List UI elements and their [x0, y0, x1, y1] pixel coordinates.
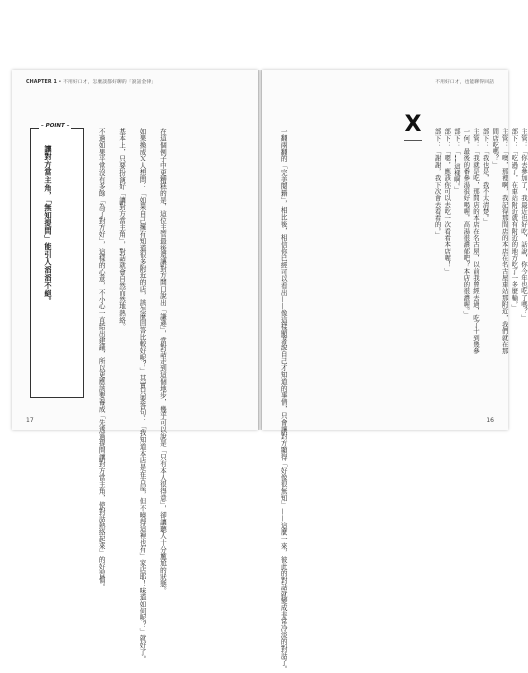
dialogue-line	[461, 128, 480, 356]
divider	[404, 140, 422, 141]
dialogue-text: 「嗯，應該你可以去吃一次看看本店喔！」	[443, 147, 452, 275]
dialogue-block	[432, 128, 528, 356]
point-label: – POINT –	[41, 123, 70, 129]
page-number-left: 17	[26, 417, 34, 424]
speaker-label: 部下：	[510, 128, 519, 148]
chapter-label: CHAPTER 1	[26, 80, 57, 85]
page-number-right: 16	[486, 417, 494, 424]
dialogue-text: 「我就是吃，那間店的本店在名古屋，以前我曾經去過，吃了十到幾參一何，最後的番參湯很好喝喔，高湯很濃郁吧？本店的很濃喔。」	[462, 128, 480, 355]
left-page	[12, 70, 258, 663]
dialogue-text: 「我也是，我不太清楚。」	[481, 147, 490, 225]
speaker-label: 主管：	[500, 128, 509, 148]
speaker-label: 主管：	[471, 128, 480, 148]
dialogue-line	[480, 128, 490, 356]
dialogue-text: 「噢，那裡啊，我記得那間店的本店在名古屋車站那附近，我們就在那間店吃嗎？」	[491, 128, 509, 355]
dialogue-line	[432, 128, 442, 356]
point-box	[30, 123, 84, 398]
left-running-head: CHAPTER 1 • 不用好口才，怎麼談都好聊的「說話金律」	[26, 80, 157, 85]
dialogue-text: 「……這樣啊。」	[452, 147, 461, 193]
right-page	[262, 70, 528, 673]
speaker-label: 部下：	[481, 128, 490, 148]
chapter-title: 不用好口才，怎麼談都好聊的「說話金律」	[63, 80, 157, 85]
speaker-label: 部下：	[443, 128, 452, 148]
speaker-label: 部下：	[452, 128, 461, 148]
left-body-text: 在這個例子中更糟糕的是，這位主管最後還讓對方開口說出「謙遜」，當對話走到這個地步，幾乎可以說是「只有本人很得意」，卻讓聽人十分尷尬的狀態。 如果換成Ｘ人想問：「如果自己擁有知道很多附近的店，該怎麼回答比較好呢？」其實只要答句：「我知道本店是在古屋，但不曉得這裡也有」家店耶！味道如何呢？」就好了。 基本上，只要扮演好「讓對方當主角」，對話就會自然而然地熱絡。 不過如果平常沒有多餘「為了對方好」，這樣的心意，不小心一直給出建議，所以更應該要養成「先透過提問讓對方當主角，使對話熱絡起來」的好習慣。	[97, 128, 167, 663]
dialogue-text: 「你去參加了，我最近也好吃，話說，你今年也吃了嗎？」	[519, 147, 528, 321]
dialogue-line	[518, 128, 528, 356]
point-text: 讓對方當主角，「無知提問」能引人滔滔不絕。	[44, 145, 53, 306]
right-running-head: 不用好口才，也能聊得回話	[435, 80, 494, 85]
dialogue-text: 「吃過了，在車站附近就有附近的地方吃了一多麼輸，」	[510, 147, 519, 312]
speaker-label: 部下：	[433, 128, 442, 148]
dialogue-text: 「謝謝，我下次會去看看的。」	[433, 147, 442, 238]
dialogue-line	[451, 128, 461, 356]
speaker-label: 主管：	[519, 128, 528, 148]
dialogue-line	[509, 128, 519, 356]
dialogue-line	[442, 128, 452, 356]
x-mark-icon: X	[404, 112, 422, 137]
dialogue-line	[490, 128, 509, 356]
right-body-text: 一翻兩翻的「完美閱籍」，相比後，相信你已經可以看出——像這樣顯著說自己才知道的事情，只會讓對方顯得「好像很無知」——這麼一來，彼此的對話就變成非常冷淡的對話了。	[279, 128, 288, 673]
